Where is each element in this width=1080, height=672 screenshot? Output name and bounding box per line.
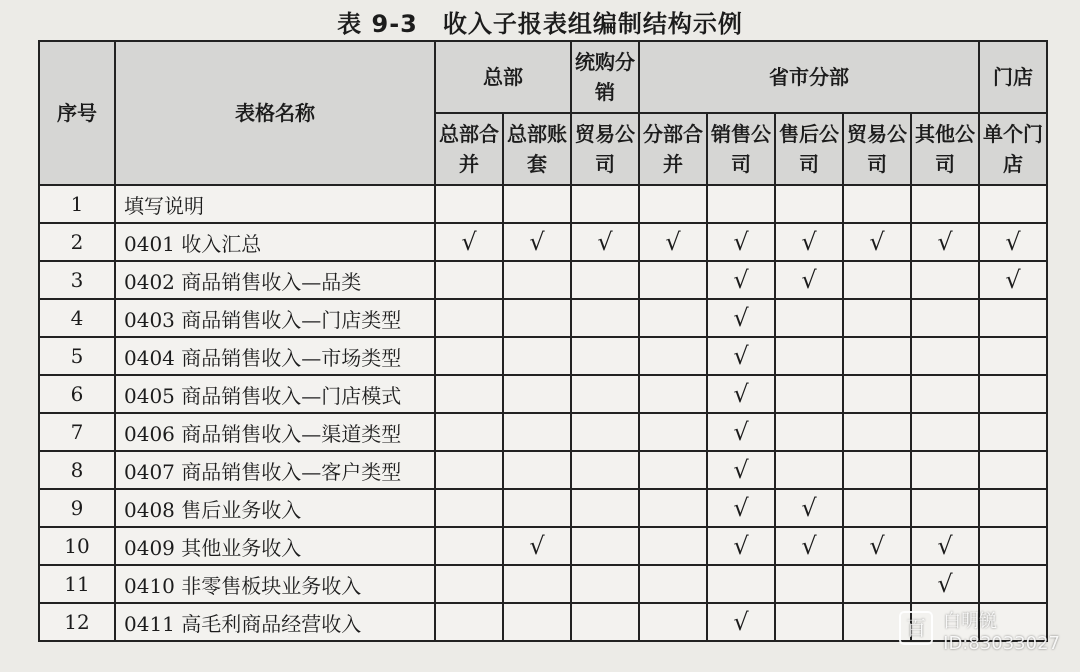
empty-cell	[639, 603, 707, 641]
empty-cell	[503, 413, 571, 451]
check-mark-icon: √	[775, 223, 843, 261]
header-group-distribution: 统购分销	[571, 41, 639, 113]
check-mark-icon: √	[843, 527, 911, 565]
empty-cell	[503, 603, 571, 641]
check-mark-icon: √	[503, 527, 571, 565]
empty-cell	[843, 337, 911, 375]
empty-cell	[843, 375, 911, 413]
empty-cell	[571, 299, 639, 337]
header-group-store: 门店	[979, 41, 1047, 113]
empty-cell	[843, 489, 911, 527]
empty-cell	[503, 299, 571, 337]
empty-cell	[843, 299, 911, 337]
check-mark-icon: √	[979, 261, 1047, 299]
table-row	[39, 413, 1047, 451]
check-mark-icon: √	[911, 565, 979, 603]
row-name: 0409 其他业务收入	[115, 527, 435, 565]
empty-cell	[571, 603, 639, 641]
empty-cell	[503, 375, 571, 413]
check-mark-icon: √	[843, 223, 911, 261]
empty-cell	[639, 185, 707, 223]
empty-cell	[435, 337, 503, 375]
empty-cell	[911, 185, 979, 223]
empty-cell	[775, 375, 843, 413]
row-index: 4	[39, 299, 115, 337]
empty-cell	[435, 413, 503, 451]
empty-cell	[639, 261, 707, 299]
empty-cell	[979, 299, 1047, 337]
header-sub: 贸易公司	[571, 113, 639, 185]
row-index: 8	[39, 451, 115, 489]
empty-cell	[571, 527, 639, 565]
watermark-id: ID:83033027	[943, 633, 1060, 654]
row-name: 0411 高毛利商品经营收入	[115, 603, 435, 641]
empty-cell	[503, 565, 571, 603]
table-row	[39, 527, 1047, 565]
empty-cell	[979, 337, 1047, 375]
empty-cell	[571, 451, 639, 489]
empty-cell	[571, 261, 639, 299]
empty-cell	[435, 375, 503, 413]
empty-cell	[843, 451, 911, 489]
watermark-logo-icon: 百	[899, 611, 933, 645]
empty-cell	[503, 489, 571, 527]
empty-cell	[639, 451, 707, 489]
watermark	[906, 607, 1060, 654]
empty-cell	[911, 489, 979, 527]
empty-cell	[639, 375, 707, 413]
empty-cell	[911, 299, 979, 337]
check-mark-icon: √	[707, 223, 775, 261]
header-sub: 总部合并	[435, 113, 503, 185]
empty-cell	[911, 375, 979, 413]
empty-cell	[775, 337, 843, 375]
empty-cell	[571, 413, 639, 451]
check-mark-icon: √	[571, 223, 639, 261]
header-group-hq: 总部	[435, 41, 571, 113]
row-name: 0403 商品销售收入—门店类型	[115, 299, 435, 337]
empty-cell	[435, 489, 503, 527]
check-mark-icon: √	[639, 223, 707, 261]
row-name: 0408 售后业务收入	[115, 489, 435, 527]
empty-cell	[435, 451, 503, 489]
empty-cell	[571, 185, 639, 223]
header-name: 表格名称	[115, 41, 435, 185]
check-mark-icon: √	[707, 489, 775, 527]
header-seq: 序号	[39, 41, 115, 185]
empty-cell	[435, 299, 503, 337]
table-row	[39, 375, 1047, 413]
row-index: 10	[39, 527, 115, 565]
row-name: 0406 商品销售收入—渠道类型	[115, 413, 435, 451]
table-row	[39, 337, 1047, 375]
row-name: 0407 商品销售收入—客户类型	[115, 451, 435, 489]
empty-cell	[911, 261, 979, 299]
check-mark-icon: √	[707, 527, 775, 565]
row-index: 1	[39, 185, 115, 223]
empty-cell	[503, 451, 571, 489]
header-sub: 售后公司	[775, 113, 843, 185]
empty-cell	[843, 413, 911, 451]
empty-cell	[979, 185, 1047, 223]
empty-cell	[979, 527, 1047, 565]
empty-cell	[775, 299, 843, 337]
row-name: 0404 商品销售收入—市场类型	[115, 337, 435, 375]
check-mark-icon: √	[979, 223, 1047, 261]
empty-cell	[843, 565, 911, 603]
row-name: 0405 商品销售收入—门店模式	[115, 375, 435, 413]
check-mark-icon: √	[911, 527, 979, 565]
empty-cell	[571, 565, 639, 603]
table-caption: 表 9-3 收入子报表组编制结构示例	[337, 10, 743, 38]
empty-cell	[435, 261, 503, 299]
table-row	[39, 299, 1047, 337]
empty-cell	[979, 451, 1047, 489]
header-sub: 其他公司	[911, 113, 979, 185]
row-index: 11	[39, 565, 115, 603]
table-body	[39, 185, 1047, 641]
row-index: 5	[39, 337, 115, 375]
empty-cell	[843, 185, 911, 223]
table-row	[39, 603, 1047, 641]
empty-cell	[435, 603, 503, 641]
empty-cell	[775, 565, 843, 603]
empty-cell	[979, 375, 1047, 413]
table-row	[39, 261, 1047, 299]
check-mark-icon: √	[911, 223, 979, 261]
check-mark-icon: √	[707, 451, 775, 489]
empty-cell	[639, 527, 707, 565]
empty-cell	[979, 489, 1047, 527]
check-mark-icon: √	[775, 527, 843, 565]
table-row	[39, 565, 1047, 603]
empty-cell	[775, 185, 843, 223]
row-index: 3	[39, 261, 115, 299]
check-mark-icon: √	[707, 261, 775, 299]
check-mark-icon: √	[707, 603, 775, 641]
row-index: 2	[39, 223, 115, 261]
empty-cell	[775, 413, 843, 451]
empty-cell	[503, 185, 571, 223]
header-sub: 总部账套	[503, 113, 571, 185]
row-name: 0410 非零售板块业务收入	[115, 565, 435, 603]
empty-cell	[639, 413, 707, 451]
empty-cell	[503, 261, 571, 299]
table-row	[39, 223, 1047, 261]
watermark-author: 白明锐	[943, 611, 998, 632]
table-container	[38, 40, 1048, 642]
empty-cell	[435, 565, 503, 603]
row-name: 0402 商品销售收入—品类	[115, 261, 435, 299]
empty-cell	[571, 375, 639, 413]
check-mark-icon: √	[707, 299, 775, 337]
empty-cell	[911, 451, 979, 489]
check-mark-icon: √	[503, 223, 571, 261]
empty-cell	[707, 565, 775, 603]
empty-cell	[843, 261, 911, 299]
row-index: 9	[39, 489, 115, 527]
empty-cell	[911, 337, 979, 375]
table-row	[39, 451, 1047, 489]
empty-cell	[979, 565, 1047, 603]
check-mark-icon: √	[707, 337, 775, 375]
empty-cell	[639, 299, 707, 337]
row-index: 6	[39, 375, 115, 413]
empty-cell	[435, 185, 503, 223]
empty-cell	[775, 451, 843, 489]
table-row	[39, 185, 1047, 223]
empty-cell	[775, 603, 843, 641]
check-mark-icon: √	[775, 261, 843, 299]
header-group-provincial: 省市分部	[639, 41, 979, 113]
check-mark-icon: √	[707, 413, 775, 451]
income-structure-table	[38, 40, 1048, 642]
empty-cell	[571, 489, 639, 527]
empty-cell	[639, 337, 707, 375]
check-mark-icon: √	[707, 375, 775, 413]
header-sub: 分部合并	[639, 113, 707, 185]
check-mark-icon: √	[435, 223, 503, 261]
row-index: 7	[39, 413, 115, 451]
empty-cell	[639, 565, 707, 603]
empty-cell	[639, 489, 707, 527]
row-name: 填写说明	[115, 185, 435, 223]
empty-cell	[911, 413, 979, 451]
empty-cell	[503, 337, 571, 375]
check-mark-icon: √	[775, 489, 843, 527]
header-sub: 销售公司	[707, 113, 775, 185]
empty-cell	[707, 185, 775, 223]
empty-cell	[435, 527, 503, 565]
row-name: 0401 收入汇总	[115, 223, 435, 261]
empty-cell	[571, 337, 639, 375]
empty-cell	[979, 413, 1047, 451]
header-sub: 单个门店	[979, 113, 1047, 185]
header-sub: 贸易公司	[843, 113, 911, 185]
row-index: 12	[39, 603, 115, 641]
table-row	[39, 489, 1047, 527]
